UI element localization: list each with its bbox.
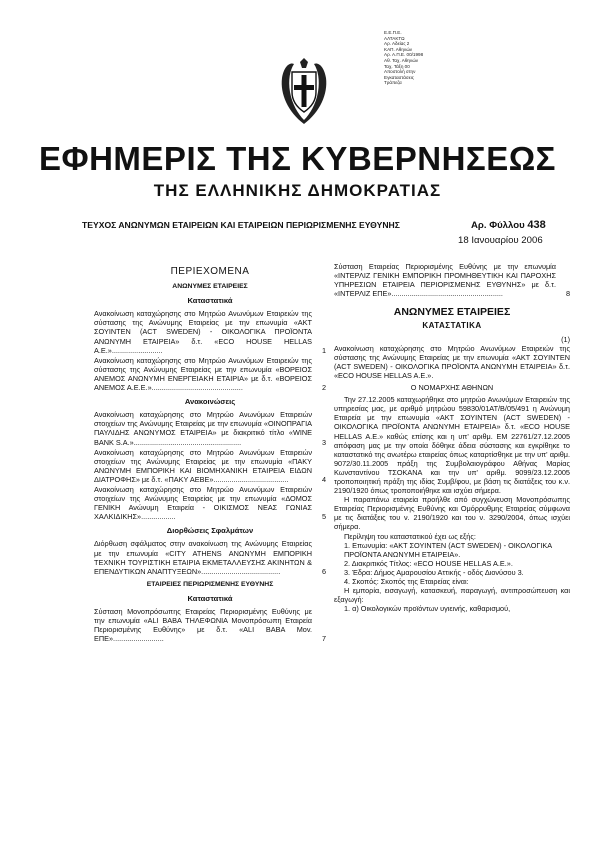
toc-entry[interactable] bbox=[94, 356, 326, 392]
toc-entry-text: Ανακοίνωση καταχώρησης στο Μητρώο Ανωνύμων Εταιρειών της σύστασης της Ανώνυμης Εταιρείας με την επωνυμία «ΑΚΤ ΣΟΥΙΝΤΕΝ (ACT SWEDEN) - ΟΙΚΟΛΟΓΙΚΑ ΠΡΟΪΟΝΤΑ ΑΝΩΝΥΜΗ ΕΤΑΙΡΕΙΑ» δ.τ. «ECO HOUSE HELLAS A.E.»......................... bbox=[94, 309, 312, 355]
toc-entry-page: 8 bbox=[565, 289, 570, 299]
postal-line: Αποστολή στην bbox=[384, 69, 416, 75]
toc-entry-text: Σύσταση Μονοπρόσωπης Εταιρείας Περιορισμένης Ευθύνης με την επωνυμία «ALI BABA ΤΗΛΕΦΩΝΙΑ Μονοπρόσωπη Εταιρεία Περιορισμένης Ευθύνης» με δ.τ. «ALI BABA Mov. ΕΠΕ»......................... bbox=[94, 607, 312, 644]
gazette-subtitle: ΤΗΣ ΕΛΛΗΝΙΚΗΣ ΔΗΜΟΚΡΑΤΙΑΣ bbox=[153, 181, 442, 200]
gazette-title: ΕΦΗΜΕΡΙΣ ΤΗΣ ΚΥΒΕΡΝΗΣΕΩΣ bbox=[39, 140, 556, 177]
toc-entry-page: 3 bbox=[321, 437, 326, 447]
toc-entry-text: Ανακοίνωση καταχώρησης στο Μητρώο Ανωνύμων Εταιρειών στοιχείων της Ανώνυμης Εταιρείας με την επωνυμία «ΔΟΜΟΣ ΓΕΝΙΚΗ Ανώνυμη Εταιρεία - ΟΙΚΙΣΜΟΣ ΝΕΑΣ ΓΩΝΙΑΣ ΧΑΛΚΙΔΙΚΗΣ»................. bbox=[94, 484, 312, 522]
toc-entry-text: Διόρθωση σφάλματος στην ανακοίνωση της Ανώνυμης Εταιρείας με την επωνυμία «CITY ATHENS ΑΝΩΝΥΜΗ ΕΜΠΟΡΙΚΗ ΤΕΧΝΙΚΗ ΤΟΥΡΙΣΤΙΚΗ ΕΤΑΙΡΙΑ ΕΚΜΕΤΑΛΛΕΥΣΗΣ ΑΚΙΝΗΤΩΝ & ΕΠΕΝΔΥΤΙΚΩΝ ΑΝΑΠΤΥΞΕΩΝ»....................................... bbox=[94, 539, 312, 576]
category-heading: ΚΑΤΑΣΤΑΤΙΚΑ bbox=[422, 321, 482, 331]
list-item: 2. Διακριτικός Τίτλος: «ECO HOUSE HELLAS A.E.». bbox=[344, 558, 513, 568]
toc-entry[interactable] bbox=[94, 309, 326, 354]
category-heading: Καταστατικά bbox=[187, 296, 233, 306]
body-paragraph: Την 27.12.2005 καταχωρήθηκε στο μητρώο Ανωνύμων Εταιρειών της υπηρεσίας μας, με αριθμό μητρώου 59830/01ΑΤ/Β/05/491 η Ανώνυμη Εταιρεία με την επωνυμία «ΑΚΤ ΣΟΥΙΝΤΕΝ (ACT SWEDEN) - ΟΙΚΟΛΟΓΙΚΑ ΠΡΟΪΟΝΤΑ ΑΝΩΝΥΜΗ ΕΤΑΙΡΕΙΑ» δ.τ. «ECO HOUSE HELLAS A.E.» καθώς επίσης και η υπ' αριθμ. ΕΜ 22761/27.12.2005 απόφαση μας με την οποία δόθηκε άδεια σύστασης και εγκρίθηκε το καταστατικό της ανωτέρω εταιρείας όπως καταρτίσθηκε με την υπ' αριθμ. 9072/30.11.2005 πράξη της Συμβολαιογράφου Αθήνας Μαρίας Κωνσταντίνου ΤΣΟΚΑΝΑ και την υπ' αριθμ. 9099/23.12.2005 τροποποιητική πράξη της ιδίας Συμβ/φου, με βάση τις διατάξεις του κ.ν. 2190/1920 όπως τροποποιήθηκε και ισχύει σήμερα. bbox=[334, 395, 570, 496]
list-item: 1. Επωνυμία: «ΑΚΤ ΣΟΥΙΝΤΕΝ (ACT SWEDEN) - ΟΙΚΟΛΟΓΙΚΑ ΠΡΟΪΟΝΤΑ ΑΝΩΝΥΜΗ ΕΤΑΙΡΕΙΑ». bbox=[344, 540, 552, 559]
postal-line: Εγκαταστάσεις bbox=[384, 74, 415, 80]
section-heading: ΑΝΩΝΥΜΕΣ ΕΤΑΙΡΕΙΕΣ bbox=[172, 283, 248, 291]
sheet-number: 438 bbox=[527, 219, 546, 231]
issue-date: 18 Ιανουαρίου 2006 bbox=[458, 235, 543, 246]
postal-line: ΚΑΠ. Αθηνών bbox=[384, 46, 413, 52]
main-column bbox=[334, 262, 570, 613]
toc-entry-page: 2 bbox=[321, 383, 326, 393]
postal-line: Αθ. Ταχ. Αθηνών bbox=[384, 57, 419, 63]
toc-entry-text: Σύσταση Εταιρείας Περιορισμένης Ευθύνης με την επωνυμία «ΙΝΤΕΡΛΙΖ ΓΕΝΙΚΗ ΕΜΠΟΡΙΚΗ ΠΡΟΜΗΘΕΥΤΙΚΗ ΚΑΙ ΠΑΡΟΧΗΣ ΥΠΗΡΕΣΙΩΝ ΕΤΑΙΡΕΙΑ ΠΕΡΙΟΡΙΣΜΕΝΗΣ ΕΥΘΥΝΗΣ» με δ.τ. «ΙΝΤΕΡΛΙΖ ΕΠΕ»....................................................... bbox=[334, 262, 556, 299]
postal-line: Ταχ. Τάξη 00 bbox=[384, 63, 410, 69]
toc-entry[interactable] bbox=[94, 448, 326, 484]
body-paragraph: Περίληψη του καταστατικού έχει ως εξής: bbox=[344, 531, 476, 541]
postal-line: ΑΛΤΑΚΤΩ bbox=[384, 35, 405, 41]
toc-entry-page: 5 bbox=[321, 512, 326, 522]
toc-heading: ΠΕΡΙΕΧΟΜΕΝΑ bbox=[170, 266, 250, 277]
toc-entry[interactable] bbox=[94, 607, 326, 643]
toc-entry-text: Ανακοίνωση καταχώρησης στο Μητρώο Ανωνύμων Εταιρειών στοιχείων της Ανώνυμης Εταιρείας με την επωνυμία «ΟΙΝΟΠΡΑΓΙΑ ΠΑΥΛΙΔΗΣ ΑΝΩΝΥΜΟΣ ΕΤΑΙΡΕΙΑ» με διακριτικό τίτλο «WINE BANK S.A.»..................................................... bbox=[94, 410, 312, 447]
list-item: 3. Έδρα: Δήμος Αμαρουσίου Αττικής - οδός Διονύσου 3. bbox=[344, 567, 524, 577]
body-paragraph: Η εμπορία, εισαγωγή, κατασκευή, παραγωγή, αντιπροσώπευση και εξαγωγή: bbox=[334, 586, 570, 605]
toc-entry-text: Ανακοίνωση καταχώρησης στο Μητρώο Ανωνύμων Εταιρειών της σύστασης της Ανώνυμης Εταιρείας με την επωνυμία «ΒΟΡΕΙΟΣ ΑΝΕΜΟΣ ΑΝΩΝΥΜΗ ΕΝΕΡΓΕΙΑΚΗ ΕΤΑΙΡΙΑ» με δ.τ. «ΒΟΡΕΙΟΣ ΑΝΕΜΟΣ Α.Ε.Ε.»............................................. bbox=[94, 355, 312, 393]
toc-entry-page: 4 bbox=[321, 474, 326, 484]
authority-heading: Ο ΝΟΜΑΡΧΗΣ ΑΘΗΝΩΝ bbox=[410, 383, 494, 393]
body-paragraph: 1. α) Οικολογικών προϊόντων υγιεινής, καθαρισμού, bbox=[344, 604, 511, 614]
item-title: Ανακοίνωση καταχώρησης στο Μητρώο Ανωνύμων Εταιρειών της σύστασης της Ανώνυμης Εταιρείας με την επωνυμία «ΑΚΤ ΣΟΥΙΝΤΕΝ (ACT SWEDEN) - ΟΙΚΟΛΟΓΙΚΑ ΠΡΟΪΟΝΤΑ ΑΝΩΝΥΜΗ ΕΤΑΙΡΕΙΑ» δ.τ. «ECO HOUSE HELLAS A.E.». bbox=[334, 343, 570, 380]
list-item: 4. Σκοπός: Σκοπός της Εταιρείας είναι: bbox=[344, 577, 469, 586]
item-number: (1) bbox=[561, 334, 570, 344]
toc-entry-text: Ανακοίνωση καταχώρησης στο Μητρώο Ανωνύμων Εταιρειών στοιχείων της Ανώνυμης Εταιρείας με την επωνυμία «ΠΑΚΥ ΑΝΩΝΥΜΗ ΕΜΠΟΡΙΚΗ ΚΑΙ ΒΙΟΜΗΧΑΝΙΚΗ ΕΤΑΙΡΕΙΑ ΕΙΔΩΝ ΔΙΑΤΡΟΦΗΣ» με δ.τ. «ΠΑΚΥ ΑΕΒΕ»..................................... bbox=[94, 447, 312, 484]
postal-line: Αρ. Αδείας 2 bbox=[384, 41, 410, 47]
toc-entry-page: 1 bbox=[321, 345, 326, 355]
section-heading: ΑΝΩΝΥΜΕΣ ΕΤΑΙΡΕΙΕΣ bbox=[393, 306, 511, 319]
toc-entry-page: 7 bbox=[321, 634, 326, 644]
issue-name: ΤΕΥΧΟΣ ΑΝΩΝΥΜΩΝ ΕΤΑΙΡΕΙΩΝ ΚΑΙ ΕΤΑΙΡΕΙΩΝ ΠΕΡΙΩΡΙΣΜΕΝΗΣ ΕΥΘΥΝΗΣ bbox=[82, 220, 400, 230]
postal-line: Αρ. Α.Π.Ε. 00/1998 bbox=[384, 52, 424, 58]
toc-entry[interactable] bbox=[94, 485, 326, 521]
postal-line: Τράπεζα bbox=[384, 80, 402, 86]
section-heading: ΕΤΑΙΡΕΙΕΣ ΠΕΡΙΩΡΙΣΜΕΝΗΣ ΕΥΘΥΝΗΣ bbox=[146, 580, 274, 588]
category-heading: Ανακοινώσεις bbox=[184, 397, 236, 407]
toc-entry[interactable] bbox=[94, 539, 326, 575]
toc-entry[interactable] bbox=[334, 262, 570, 298]
toc-entry-page: 6 bbox=[321, 566, 326, 576]
postal-info-block bbox=[384, 30, 479, 86]
body-paragraph: Η παραπάνω εταιρεία προήλθε από συγχώνευση Μονοπρόσωπης Εταιρείας Περιορισμένης Ευθύνης και Ομόρρυθμης Εταιρείας σύμφωνα με τις διατάξεις του ν. 2190/1920 και του ν. 3290/2004, όπως ισχύει σήμερα. bbox=[334, 495, 570, 532]
sheet-label: Αρ. Φύλλου bbox=[471, 220, 525, 231]
category-heading: Καταστατικά bbox=[187, 593, 233, 603]
postal-line: Ε.Ε.Π.Ε. bbox=[384, 30, 402, 35]
table-of-contents bbox=[94, 264, 326, 644]
greek-coat-of-arms-icon bbox=[280, 58, 328, 126]
category-heading: Διορθώσεις Σφαλμάτων bbox=[166, 526, 254, 536]
sheet-number-block bbox=[471, 219, 546, 231]
toc-entry[interactable] bbox=[94, 410, 326, 446]
